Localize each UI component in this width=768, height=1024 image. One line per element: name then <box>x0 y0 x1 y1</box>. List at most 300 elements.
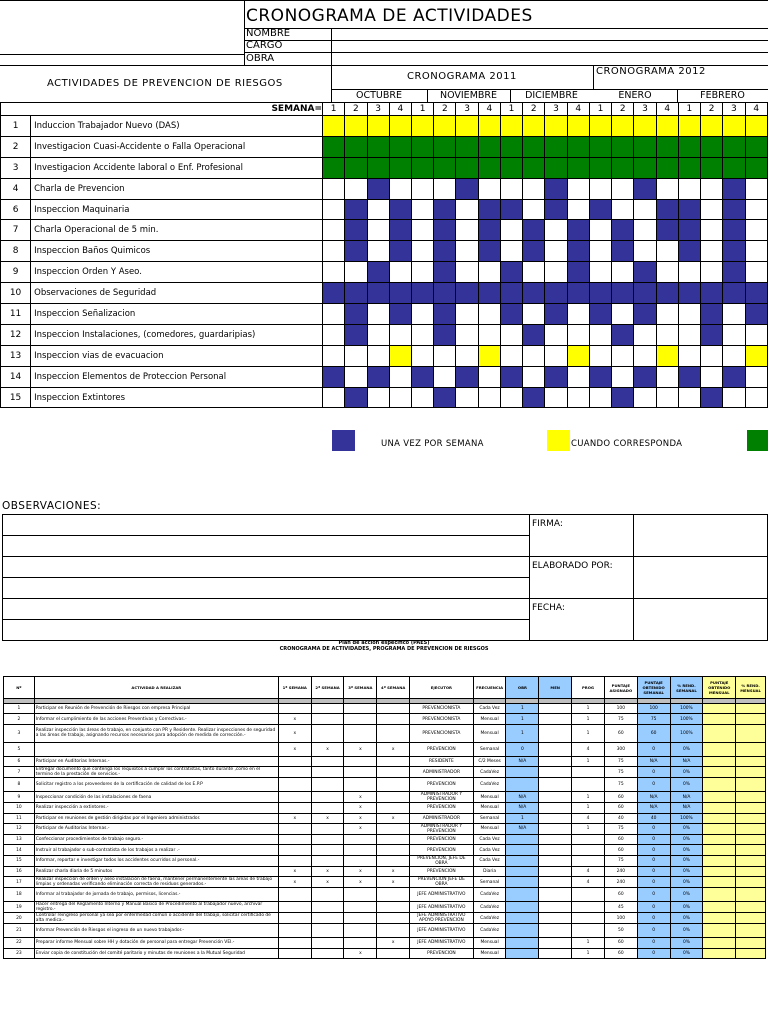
schedule-cell[interactable] <box>589 387 611 408</box>
schedule-cell[interactable] <box>745 387 768 408</box>
schedule-cell[interactable] <box>523 283 545 304</box>
schedule-cell[interactable] <box>567 199 589 220</box>
schedule-cell[interactable] <box>589 136 611 157</box>
schedule-cell[interactable] <box>678 116 700 137</box>
schedule-cell[interactable] <box>500 387 522 408</box>
plan-cell: 14 <box>4 845 35 855</box>
schedule-cell[interactable] <box>589 366 611 387</box>
schedule-cell[interactable] <box>456 283 478 304</box>
schedule-cell[interactable] <box>701 304 723 325</box>
schedule-cell[interactable] <box>723 262 745 283</box>
schedule-cell[interactable] <box>456 220 478 241</box>
schedule-cell[interactable] <box>367 304 389 325</box>
schedule-cell[interactable] <box>323 199 345 220</box>
schedule-cell[interactable] <box>434 241 456 262</box>
schedule-cell[interactable] <box>500 283 522 304</box>
schedule-cell[interactable] <box>411 262 433 283</box>
schedule-cell[interactable] <box>323 283 345 304</box>
schedule-cell[interactable] <box>567 220 589 241</box>
schedule-cell[interactable] <box>323 220 345 241</box>
schedule-cell[interactable] <box>545 178 567 199</box>
schedule-cell[interactable] <box>589 178 611 199</box>
schedule-cell[interactable] <box>701 324 723 345</box>
schedule-cell[interactable] <box>656 283 678 304</box>
schedule-cell[interactable] <box>478 178 500 199</box>
schedule-cell[interactable] <box>411 387 433 408</box>
schedule-cell[interactable] <box>545 304 567 325</box>
schedule-cell[interactable] <box>323 178 345 199</box>
schedule-cell[interactable] <box>745 220 768 241</box>
schedule-cell[interactable] <box>345 345 367 366</box>
schedule-cell[interactable] <box>589 324 611 345</box>
schedule-cell[interactable] <box>500 262 522 283</box>
schedule-cell[interactable] <box>723 157 745 178</box>
schedule-cell[interactable] <box>567 304 589 325</box>
schedule-cell[interactable] <box>434 157 456 178</box>
schedule-cell[interactable] <box>701 116 723 137</box>
schedule-cell[interactable] <box>612 157 634 178</box>
schedule-cell[interactable] <box>745 241 768 262</box>
schedule-cell[interactable] <box>367 220 389 241</box>
schedule-cell[interactable] <box>634 178 656 199</box>
schedule-cell[interactable] <box>523 387 545 408</box>
schedule-cell[interactable] <box>456 241 478 262</box>
schedule-cell[interactable] <box>745 116 768 137</box>
schedule-cell[interactable] <box>567 366 589 387</box>
schedule-cell[interactable] <box>411 199 433 220</box>
schedule-cell[interactable] <box>523 157 545 178</box>
schedule-cell[interactable] <box>478 262 500 283</box>
schedule-cell[interactable] <box>434 262 456 283</box>
schedule-cell[interactable] <box>411 283 433 304</box>
schedule-cell[interactable] <box>500 345 522 366</box>
plan-cell: x <box>377 938 410 948</box>
schedule-cell[interactable] <box>656 178 678 199</box>
schedule-cell[interactable] <box>456 262 478 283</box>
obs-line[interactable] <box>3 536 530 557</box>
schedule-cell[interactable] <box>434 387 456 408</box>
schedule-cell[interactable] <box>589 241 611 262</box>
schedule-cell[interactable] <box>523 178 545 199</box>
schedule-cell[interactable] <box>478 304 500 325</box>
schedule-cell[interactable] <box>634 304 656 325</box>
activity-number: 8 <box>1 241 31 262</box>
schedule-cell[interactable] <box>745 345 768 366</box>
schedule-cell[interactable] <box>589 116 611 137</box>
schedule-cell[interactable] <box>323 366 345 387</box>
schedule-cell[interactable] <box>745 178 768 199</box>
schedule-cell[interactable] <box>411 345 433 366</box>
schedule-cell[interactable] <box>701 366 723 387</box>
schedule-cell[interactable] <box>656 304 678 325</box>
schedule-cell[interactable] <box>745 283 768 304</box>
obs-line[interactable] <box>3 578 530 599</box>
schedule-cell[interactable] <box>723 345 745 366</box>
schedule-cell[interactable] <box>612 220 634 241</box>
schedule-cell[interactable] <box>589 283 611 304</box>
schedule-cell[interactable] <box>456 304 478 325</box>
schedule-cell[interactable] <box>612 178 634 199</box>
schedule-cell[interactable] <box>634 157 656 178</box>
schedule-cell[interactable] <box>545 220 567 241</box>
schedule-cell[interactable] <box>567 324 589 345</box>
schedule-cell[interactable] <box>701 157 723 178</box>
schedule-cell[interactable] <box>323 304 345 325</box>
schedule-cell[interactable] <box>478 366 500 387</box>
schedule-cell[interactable] <box>389 136 411 157</box>
schedule-cell[interactable] <box>678 324 700 345</box>
schedule-cell[interactable] <box>678 283 700 304</box>
schedule-cell[interactable] <box>634 220 656 241</box>
schedule-cell[interactable] <box>678 136 700 157</box>
schedule-cell[interactable] <box>656 136 678 157</box>
schedule-cell[interactable] <box>656 262 678 283</box>
schedule-cell[interactable] <box>567 262 589 283</box>
schedule-cell[interactable] <box>545 157 567 178</box>
schedule-cell[interactable] <box>612 199 634 220</box>
schedule-cell[interactable] <box>678 304 700 325</box>
schedule-cell[interactable] <box>323 262 345 283</box>
schedule-cell[interactable] <box>523 220 545 241</box>
schedule-cell[interactable] <box>656 366 678 387</box>
schedule-cell[interactable] <box>456 345 478 366</box>
schedule-cell[interactable] <box>745 304 768 325</box>
schedule-cell[interactable] <box>411 241 433 262</box>
schedule-cell[interactable] <box>523 241 545 262</box>
schedule-cell[interactable] <box>523 262 545 283</box>
schedule-cell[interactable] <box>434 345 456 366</box>
schedule-cell[interactable] <box>456 366 478 387</box>
schedule-cell[interactable] <box>434 283 456 304</box>
schedule-cell[interactable] <box>656 387 678 408</box>
schedule-cell[interactable] <box>345 199 367 220</box>
schedule-cell[interactable] <box>678 241 700 262</box>
schedule-cell[interactable] <box>411 324 433 345</box>
schedule-cell[interactable] <box>478 136 500 157</box>
schedule-cell[interactable] <box>567 178 589 199</box>
schedule-cell[interactable] <box>567 241 589 262</box>
schedule-cell[interactable] <box>367 262 389 283</box>
schedule-cell[interactable] <box>545 262 567 283</box>
schedule-cell[interactable] <box>612 304 634 325</box>
schedule-cell[interactable] <box>345 157 367 178</box>
schedule-cell[interactable] <box>411 366 433 387</box>
plan-cell <box>539 866 572 876</box>
schedule-cell[interactable] <box>567 116 589 137</box>
obs-line[interactable] <box>3 557 530 578</box>
schedule-cell[interactable] <box>434 304 456 325</box>
schedule-cell[interactable] <box>389 116 411 137</box>
schedule-cell[interactable] <box>612 387 634 408</box>
schedule-cell[interactable] <box>701 136 723 157</box>
schedule-cell[interactable] <box>456 387 478 408</box>
schedule-cell[interactable] <box>456 199 478 220</box>
schedule-cell[interactable] <box>367 324 389 345</box>
schedule-cell[interactable] <box>634 366 656 387</box>
schedule-cell[interactable] <box>589 157 611 178</box>
schedule-cell[interactable] <box>656 241 678 262</box>
schedule-cell[interactable] <box>389 178 411 199</box>
schedule-cell[interactable] <box>745 136 768 157</box>
schedule-cell[interactable] <box>612 345 634 366</box>
schedule-cell[interactable] <box>723 387 745 408</box>
schedule-cell[interactable] <box>523 136 545 157</box>
schedule-cell[interactable] <box>723 366 745 387</box>
schedule-cell[interactable] <box>411 220 433 241</box>
schedule-cell[interactable] <box>478 116 500 137</box>
schedule-cell[interactable] <box>456 324 478 345</box>
schedule-cell[interactable] <box>500 116 522 137</box>
schedule-cell[interactable] <box>389 157 411 178</box>
schedule-cell[interactable] <box>678 366 700 387</box>
schedule-cell[interactable] <box>545 116 567 137</box>
schedule-cell[interactable] <box>500 199 522 220</box>
schedule-cell[interactable] <box>389 199 411 220</box>
schedule-cell[interactable] <box>478 387 500 408</box>
schedule-cell[interactable] <box>389 304 411 325</box>
schedule-cell[interactable] <box>345 220 367 241</box>
schedule-cell[interactable] <box>567 283 589 304</box>
schedule-cell[interactable] <box>567 157 589 178</box>
schedule-cell[interactable] <box>367 387 389 408</box>
schedule-cell[interactable] <box>545 241 567 262</box>
schedule-cell[interactable] <box>701 178 723 199</box>
schedule-cell[interactable] <box>745 157 768 178</box>
elaborado-field[interactable] <box>634 557 768 599</box>
fecha-field[interactable] <box>634 599 768 641</box>
obs-line[interactable] <box>3 620 530 641</box>
schedule-cell[interactable] <box>500 324 522 345</box>
schedule-cell[interactable] <box>701 241 723 262</box>
schedule-cell[interactable] <box>701 199 723 220</box>
schedule-cell[interactable] <box>723 116 745 137</box>
schedule-cell[interactable] <box>367 241 389 262</box>
plan-cell: 1 <box>4 704 35 714</box>
schedule-cell[interactable] <box>723 241 745 262</box>
schedule-cell[interactable] <box>523 345 545 366</box>
schedule-cell[interactable] <box>411 116 433 137</box>
schedule-cell[interactable] <box>345 283 367 304</box>
schedule-cell[interactable] <box>500 220 522 241</box>
schedule-cell[interactable] <box>323 324 345 345</box>
schedule-cell[interactable] <box>545 324 567 345</box>
schedule-cell[interactable] <box>723 199 745 220</box>
schedule-cell[interactable] <box>589 220 611 241</box>
schedule-cell[interactable] <box>500 157 522 178</box>
schedule-cell[interactable] <box>478 220 500 241</box>
schedule-cell[interactable] <box>723 304 745 325</box>
plan-row <box>4 724 766 742</box>
schedule-cell[interactable] <box>411 136 433 157</box>
schedule-cell[interactable] <box>745 199 768 220</box>
schedule-cell[interactable] <box>634 262 656 283</box>
schedule-cell[interactable] <box>389 345 411 366</box>
schedule-cell[interactable] <box>323 157 345 178</box>
schedule-cell[interactable] <box>345 178 367 199</box>
schedule-cell[interactable] <box>656 199 678 220</box>
schedule-cell[interactable] <box>367 283 389 304</box>
schedule-cell[interactable] <box>723 324 745 345</box>
schedule-cell[interactable] <box>745 324 768 345</box>
schedule-cell[interactable] <box>678 157 700 178</box>
schedule-cell[interactable] <box>500 178 522 199</box>
schedule-cell[interactable] <box>389 324 411 345</box>
schedule-cell[interactable] <box>478 199 500 220</box>
schedule-cell[interactable] <box>678 262 700 283</box>
schedule-cell[interactable] <box>678 220 700 241</box>
schedule-cell[interactable] <box>589 262 611 283</box>
schedule-cell[interactable] <box>323 387 345 408</box>
schedule-cell[interactable] <box>612 366 634 387</box>
schedule-cell[interactable] <box>456 178 478 199</box>
schedule-cell[interactable] <box>545 366 567 387</box>
schedule-cell[interactable] <box>345 387 367 408</box>
schedule-cell[interactable] <box>523 304 545 325</box>
schedule-cell[interactable] <box>567 387 589 408</box>
schedule-cell[interactable] <box>589 199 611 220</box>
schedule-cell[interactable] <box>723 220 745 241</box>
schedule-cell[interactable] <box>389 283 411 304</box>
schedule-cell[interactable] <box>478 345 500 366</box>
schedule-cell[interactable] <box>634 324 656 345</box>
obs-line[interactable] <box>3 599 530 620</box>
schedule-cell[interactable] <box>478 324 500 345</box>
schedule-cell[interactable] <box>345 304 367 325</box>
schedule-cell[interactable] <box>745 366 768 387</box>
schedule-cell[interactable] <box>701 387 723 408</box>
schedule-cell[interactable] <box>567 136 589 157</box>
schedule-cell[interactable] <box>411 304 433 325</box>
schedule-cell[interactable] <box>389 387 411 408</box>
schedule-cell[interactable] <box>678 345 700 366</box>
schedule-cell[interactable] <box>434 220 456 241</box>
obs-line[interactable] <box>3 515 530 536</box>
plan-cell: PREVENCION JEFE DE OBRA <box>410 877 474 888</box>
schedule-cell[interactable] <box>701 345 723 366</box>
schedule-cell[interactable] <box>523 116 545 137</box>
schedule-cell[interactable] <box>345 241 367 262</box>
schedule-cell[interactable] <box>589 304 611 325</box>
schedule-cell[interactable] <box>523 366 545 387</box>
schedule-cell[interactable] <box>367 345 389 366</box>
schedule-cell[interactable] <box>656 116 678 137</box>
schedule-cell[interactable] <box>411 157 433 178</box>
activity-label: Inspeccion vias de evacuacion <box>31 345 323 366</box>
schedule-cell[interactable] <box>345 262 367 283</box>
schedule-cell[interactable] <box>634 241 656 262</box>
schedule-cell[interactable] <box>478 283 500 304</box>
schedule-cell[interactable] <box>456 136 478 157</box>
schedule-cell[interactable] <box>389 241 411 262</box>
schedule-cell[interactable] <box>545 345 567 366</box>
schedule-cell[interactable] <box>612 116 634 137</box>
schedule-cell[interactable] <box>345 366 367 387</box>
schedule-cell[interactable] <box>612 241 634 262</box>
schedule-cell[interactable] <box>367 366 389 387</box>
schedule-cell[interactable] <box>634 136 656 157</box>
schedule-cell[interactable] <box>545 387 567 408</box>
schedule-cell[interactable] <box>701 262 723 283</box>
schedule-cell[interactable] <box>656 220 678 241</box>
schedule-cell[interactable] <box>723 136 745 157</box>
schedule-cell[interactable] <box>500 304 522 325</box>
schedule-cell[interactable] <box>456 116 478 137</box>
schedule-cell[interactable] <box>323 241 345 262</box>
firma-field[interactable] <box>634 515 768 557</box>
schedule-cell[interactable] <box>389 262 411 283</box>
plan-cell: 1 <box>572 792 605 803</box>
schedule-cell[interactable] <box>545 199 567 220</box>
schedule-cell[interactable] <box>545 136 567 157</box>
plan-cell: 0% <box>670 767 703 778</box>
schedule-cell[interactable] <box>323 116 345 137</box>
schedule-cell[interactable] <box>745 262 768 283</box>
schedule-cell[interactable] <box>634 116 656 137</box>
schedule-cell[interactable] <box>411 178 433 199</box>
schedule-cell[interactable] <box>389 366 411 387</box>
schedule-cell[interactable] <box>723 283 745 304</box>
schedule-cell[interactable] <box>345 324 367 345</box>
schedule-cell[interactable] <box>434 199 456 220</box>
schedule-cell[interactable] <box>634 345 656 366</box>
schedule-cell[interactable] <box>367 116 389 137</box>
schedule-cell[interactable] <box>612 262 634 283</box>
schedule-cell[interactable] <box>367 199 389 220</box>
schedule-cell[interactable] <box>434 136 456 157</box>
schedule-cell[interactable] <box>678 199 700 220</box>
schedule-cell[interactable] <box>478 157 500 178</box>
schedule-cell[interactable] <box>500 241 522 262</box>
schedule-cell[interactable] <box>367 157 389 178</box>
schedule-cell[interactable] <box>323 136 345 157</box>
schedule-cell[interactable] <box>678 178 700 199</box>
schedule-cell[interactable] <box>656 157 678 178</box>
schedule-cell[interactable] <box>656 324 678 345</box>
schedule-cell[interactable] <box>612 324 634 345</box>
schedule-cell[interactable] <box>723 178 745 199</box>
schedule-cell[interactable] <box>656 345 678 366</box>
schedule-cell[interactable] <box>345 136 367 157</box>
schedule-cell[interactable] <box>389 220 411 241</box>
schedule-cell[interactable] <box>589 345 611 366</box>
schedule-cell[interactable] <box>523 324 545 345</box>
schedule-cell[interactable] <box>500 136 522 157</box>
schedule-cell[interactable] <box>701 283 723 304</box>
schedule-cell[interactable] <box>634 387 656 408</box>
schedule-cell[interactable] <box>367 136 389 157</box>
schedule-cell[interactable] <box>478 241 500 262</box>
schedule-cell[interactable] <box>545 283 567 304</box>
schedule-cell[interactable] <box>523 199 545 220</box>
schedule-cell[interactable] <box>701 220 723 241</box>
schedule-cell[interactable] <box>434 178 456 199</box>
plan-cell <box>506 902 539 913</box>
schedule-cell[interactable] <box>634 283 656 304</box>
schedule-cell[interactable] <box>323 345 345 366</box>
schedule-cell[interactable] <box>612 283 634 304</box>
schedule-cell[interactable] <box>434 116 456 137</box>
schedule-cell[interactable] <box>345 116 367 137</box>
schedule-cell[interactable] <box>434 324 456 345</box>
schedule-cell[interactable] <box>567 345 589 366</box>
schedule-cell[interactable] <box>678 387 700 408</box>
schedule-cell[interactable] <box>367 178 389 199</box>
schedule-cell[interactable] <box>456 157 478 178</box>
schedule-cell[interactable] <box>500 366 522 387</box>
schedule-cell[interactable] <box>434 366 456 387</box>
schedule-cell[interactable] <box>612 136 634 157</box>
schedule-cell[interactable] <box>634 199 656 220</box>
